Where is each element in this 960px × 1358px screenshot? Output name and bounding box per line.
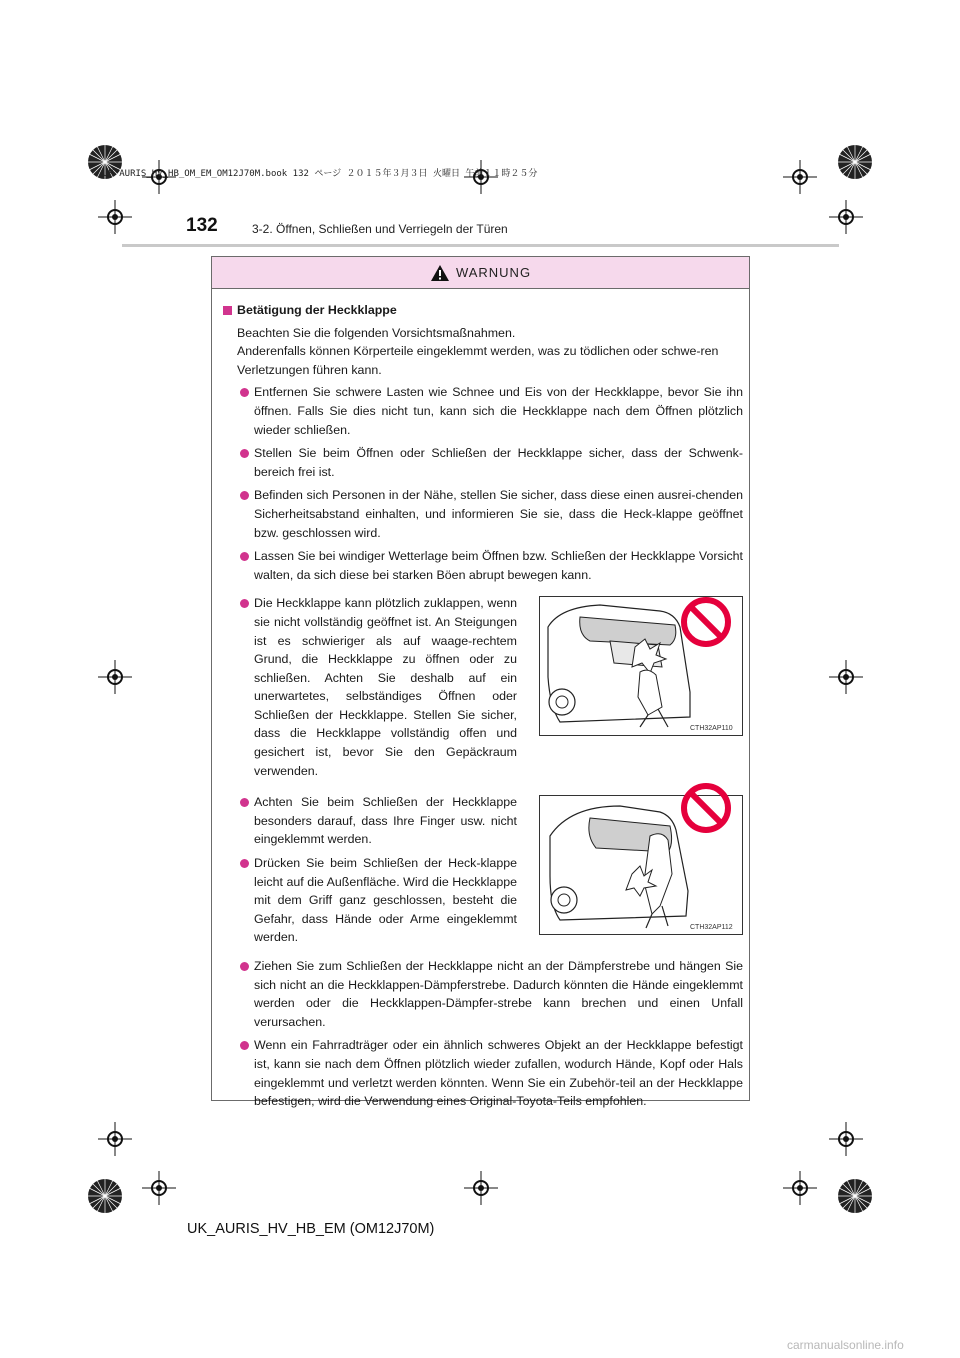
square-bullet-icon [223,306,232,315]
starburst-mark-icon [86,1177,124,1215]
warning-title: WARNUNG [455,265,532,280]
figure-row-1 [223,594,743,785]
crosshair-mark-icon [783,1171,817,1205]
crosshair-mark-icon [98,200,132,234]
crosshair-mark-icon [829,660,863,694]
dot-bullet-icon [240,962,249,971]
book-info-line: UK AURIS_HV_HB_OM_EM_OM12J70M.book 132 ページ ２０１５年３月３日 火曜日 午前１１時２５分 [103,169,538,179]
bullet-text: Entfernen Sie schwere Lasten wie Schnee und Eis von der Heckklappe, bevor Sie ihn öffnen. Falls Sie dies nicht tun, kann sich die Heckklappe nach dem Öffnen plötzlich wieder schließen. [254,385,743,437]
starburst-mark-icon [836,1177,874,1215]
list-item [223,383,743,439]
list-item [223,547,743,584]
crosshair-mark-icon [829,200,863,234]
prohibition-sign-icon [680,596,732,648]
prohibition-sign-icon [680,782,732,834]
section-title: 3-2. Öffnen, Schließen und Verriegeln der Türen [252,222,508,236]
intro-line-1: Beachten Sie die folgenden Vorsichtsmaßnahmen. [237,325,516,340]
crosshair-mark-icon [829,1122,863,1156]
intro-line-2: Anderenfalls können Körperteile eingeklemmt werden, was zu tödlichen oder schwe-ren Verletzungen führen kann. [237,344,719,377]
list-item [223,486,743,542]
warning-header [212,257,749,289]
intro-text [223,324,743,380]
figure-caption: CTH32AP112 [690,924,733,932]
dot-bullet-icon [240,491,249,500]
dot-bullet-icon [240,552,249,561]
crosshair-mark-icon [98,660,132,694]
crosshair-mark-icon [142,1171,176,1205]
warning-triangle-icon [430,264,450,282]
list-item [223,957,743,1031]
bullet-text: Wenn ein Fahrradträger oder ein ähnlich schweres Objekt an der Heckklappe befestigt ist, kann sie nach dem Öffnen plötzlich wieder zufallen, wodurch Hände, Kopf oder Hals eingeklemmt und verletzt werden könnten. Wenn Sie ein Zubehör-teil an der Heckklappe befestigen, wird die Verwendung eines Original-Toyota-Teils empfohlen. [254,1038,743,1109]
bullet-text: Befinden sich Personen in der Nähe, stellen Sie sicher, dass diese einen ausrei-chenden Sicherheitsabstand einhalten, und informieren Sie sie, dass die Heck-klappe geöffnet bzw. geschlossen wird. [254,488,743,540]
crosshair-mark-icon [464,1171,498,1205]
warning-box [211,256,750,1109]
bullet-text: Achten Sie beim Schließen der Heckklappe besonders darauf, dass Ihre Finger usw. nicht eingeklemmt werden. [254,795,517,847]
figure-caption: CTH32AP110 [690,725,733,733]
dot-bullet-icon [240,1041,249,1050]
crosshair-mark-icon [98,1122,132,1156]
bullet-text: Stellen Sie beim Öffnen oder Schließen der Heckklappe sicher, dass der Schwenk-bereich frei ist. [254,446,743,479]
watermark: carmanualsonline.info [787,1338,904,1352]
list-item [223,1036,743,1110]
warning-heading-text: Betätigung der Heckklappe [237,303,397,317]
document-code: UK_AURIS_HV_HB_EM (OM12J70M) [187,1221,435,1237]
header-rule [122,244,839,247]
bullet-text: Ziehen Sie zum Schließen der Heckklappe nicht an der Dämpferstrebe und hängen Sie sich nicht an die Heckklappen-Dämpferstrebe. Dadurch könnten die Hände eingeklemmt werden oder die Heckklappen-Dämpfer-strebe kann brechen und einen Unfall verursachen. [254,959,743,1029]
dot-bullet-icon [240,388,249,397]
dot-bullet-icon [240,859,249,868]
list-item [223,444,743,481]
warning-content [223,301,743,1116]
bullet-text: Die Heckklappe kann plötzlich zuklappen, wenn sie nicht vollständig geöffnet ist. An Steigungen ist es schwieriger als auf waage-rechtem Grund, die Heckklappe zu öffnen oder zu schließen. Achten Sie deshalb auf ein unerwartetes, selbständiges Öffnen oder Schließen der Heckklappe. Stellen Sie sicher, dass die Heckklappe vollständig offen und gesichert ist, bevor Sie den Gepäckraum verwenden. [254,596,517,778]
dot-bullet-icon [240,449,249,458]
list-item [223,793,517,849]
list-item [223,854,517,947]
dot-bullet-icon [240,599,249,608]
figure-row-2 [223,793,743,952]
bullet-text: Drücken Sie beim Schließen der Heck-klappe leicht auf die Außenfläche. Wird die Heckklappe mit dem Griff ganz geschlossen, besteht die Gefahr, dass Hände oder Arme eingeklemmt werden. [254,856,517,945]
page-number: 132 [186,215,218,236]
dot-bullet-icon [240,798,249,807]
list-item [223,594,517,780]
warning-heading [223,301,743,320]
bullet-text: Lassen Sie bei windiger Wetterlage beim Öffnen bzw. Schließen der Heckklappe Vorsicht walten, da sich diese bei starken Böen abrupt bewegen kann. [254,549,743,582]
